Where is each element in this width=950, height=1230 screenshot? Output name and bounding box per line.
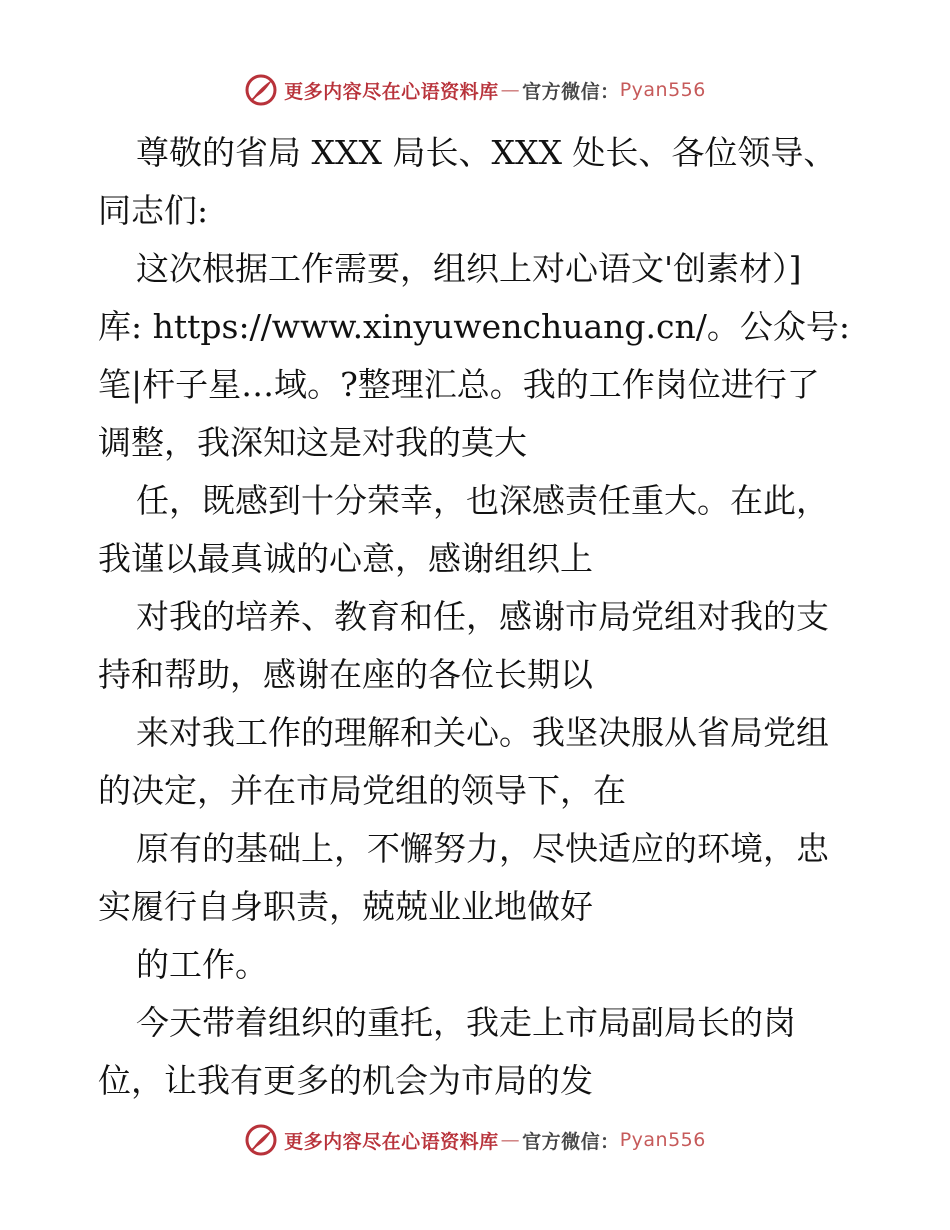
paragraph-line: 对我的培养、教育和任，感谢市局党组对我的支: [136, 597, 829, 636]
paragraph-line: 来对我工作的理解和关心。我坚决服从省局党组: [136, 713, 829, 752]
paragraph-line: 笔|杆子星…域。?整理汇总。我的工作岗位进行了: [98, 365, 820, 404]
feather-logo-icon: [244, 1123, 278, 1157]
paragraph-line: 调整，我深知这是对我的莫大: [98, 423, 527, 462]
paragraph-line: 同志们:: [98, 191, 209, 230]
watermark-wechat-label: 官方微信：: [522, 80, 620, 103]
watermark-banner-top: [0, 70, 950, 110]
paragraph-line: 尊敬的省局 XXX 局长、XXX 处长、各位领导、: [136, 133, 837, 172]
paragraph-line: 原有的基础上，不懈努力，尽快适应的环境，忠: [136, 829, 829, 868]
watermark-left-text: 更多内容尽在心语资料库: [284, 1130, 499, 1153]
watermark-left-text: 更多内容尽在心语资料库: [284, 80, 499, 103]
paragraph-line: 实履行自身职责，兢兢业业地做好: [98, 887, 593, 926]
paragraph-line: 这次根据工作需要，组织上对心语文'创素材）]: [136, 249, 802, 288]
paragraph-line: 任，既感到十分荣幸，也深感责任重大。在此，: [136, 481, 829, 520]
paragraph-line: 的决定，并在市局党组的领导下，在: [98, 771, 626, 810]
paragraph-line: 我谨以最真诚的心意，感谢组织上: [98, 539, 593, 578]
watermark-account: Pyan556: [619, 1129, 706, 1151]
watermark-dash: —: [500, 79, 521, 101]
feather-logo-icon: [244, 73, 278, 107]
paragraph-line: 今天带着组织的重托，我走上市局副局长的岗: [136, 1003, 796, 1042]
watermark-dash: —: [500, 1129, 521, 1151]
watermark-wechat-label: 官方微信：: [522, 1130, 620, 1153]
paragraph-line: 位，让我有更多的机会为市局的发: [98, 1061, 593, 1100]
paragraph-line: 持和帮助，感谢在座的各位长期以: [98, 655, 593, 694]
document-body: [98, 124, 858, 1110]
watermark-account: Pyan556: [619, 79, 706, 101]
paragraph-line: 库: https://www.xinyuwenchuang.cn/。公众号:: [98, 307, 850, 346]
paragraph-line: 的工作。: [136, 945, 268, 984]
watermark-banner-bottom: [0, 1120, 950, 1160]
